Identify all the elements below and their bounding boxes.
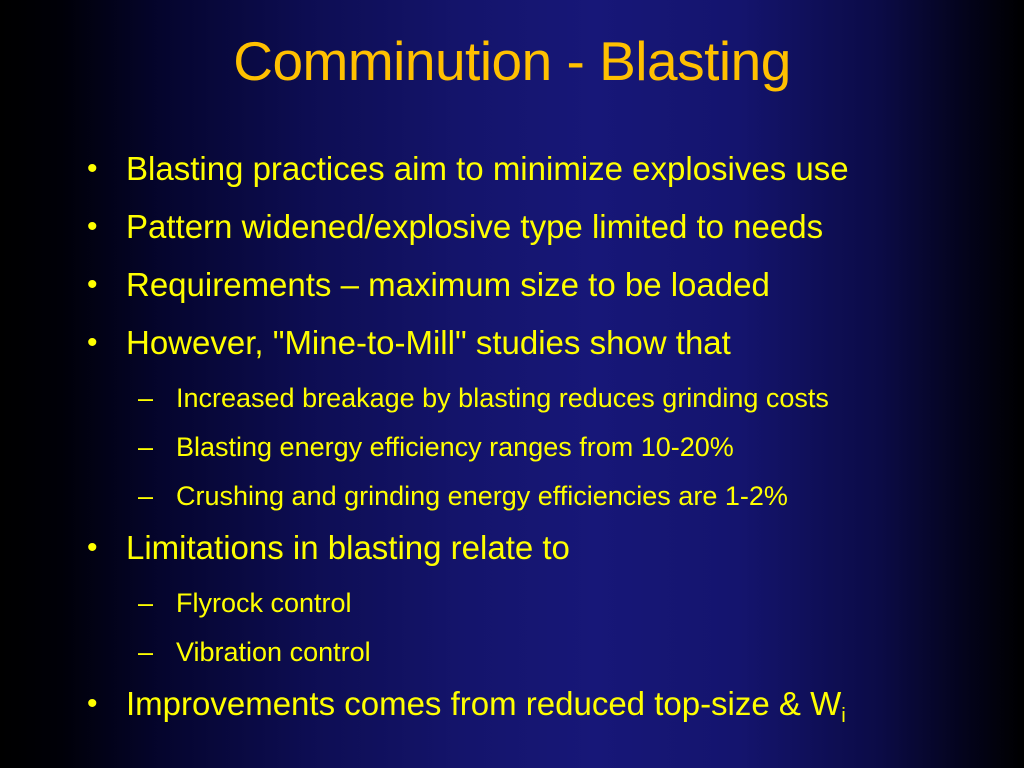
slide-body — [78, 152, 1018, 757]
bullet-text: Requirements – maximum size to be loaded — [126, 266, 770, 303]
sub-bullet-item — [78, 384, 1018, 413]
bullet-text: Improvements comes from reduced top-size & W — [126, 685, 842, 722]
bullet-glyph-icon: • — [87, 152, 98, 185]
dash-glyph-icon: – — [138, 637, 154, 667]
sub-bullet-text: Blasting energy efficiency ranges from 10-20% — [176, 432, 734, 462]
bullet-glyph-icon: • — [87, 531, 98, 564]
sub-bullet-text: Vibration control — [176, 637, 371, 667]
bullet-text: However, "Mine-to-Mill" studies show that — [126, 324, 731, 361]
dash-glyph-icon: – — [138, 432, 154, 462]
bullet-text-subscript: i — [841, 704, 846, 728]
sub-bullet-text: Flyrock control — [176, 588, 352, 618]
bullet-item — [78, 326, 1018, 360]
sub-bullet-text: Increased breakage by blasting reduces grinding costs — [176, 383, 829, 413]
sub-bullet-item — [78, 482, 1018, 511]
sub-bullet-item — [78, 433, 1018, 462]
dash-glyph-icon: – — [138, 481, 154, 511]
bullet-glyph-icon: • — [87, 326, 98, 359]
bullet-item — [78, 531, 1018, 565]
bullet-text: Pattern widened/explosive type limited to needs — [126, 208, 824, 245]
bullet-item — [78, 268, 1018, 302]
dash-glyph-icon: – — [138, 383, 154, 413]
bullet-glyph-icon: • — [87, 687, 98, 720]
sub-bullet-item — [78, 589, 1018, 618]
bullet-glyph-icon: • — [87, 210, 98, 243]
sub-bullet-item — [78, 638, 1018, 667]
bullet-glyph-icon: • — [87, 268, 98, 301]
bullet-item — [78, 152, 1018, 186]
bullet-text: Blasting practices aim to minimize explosives use — [126, 150, 849, 187]
sub-bullet-text: Crushing and grinding energy efficiencies are 1-2% — [176, 481, 788, 511]
dash-glyph-icon: – — [138, 588, 154, 618]
slide-title: Comminution - Blasting — [233, 30, 791, 92]
bullet-text: Limitations in blasting relate to — [126, 529, 570, 566]
bullet-item — [78, 210, 1018, 244]
bullet-item — [78, 687, 1018, 733]
